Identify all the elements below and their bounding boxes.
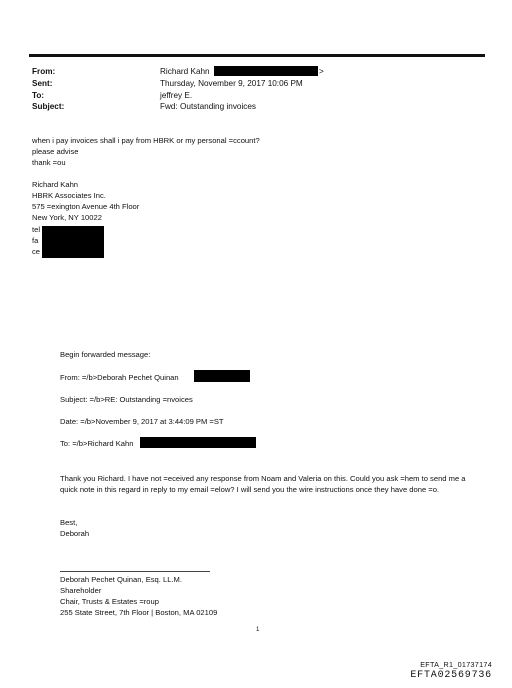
fwd-signature-title: Shareholder [60,586,102,595]
to-label: To: [32,91,45,100]
message-line-2: please advise [32,147,79,156]
forwarded-body: Thank you Richard. I have not =eceived any response from Noam and Valeria on this. Could you ask =hem to send me a quick note in this regard in reply to my email =elow? I will send you the wire instructions once they have done =o. [60,474,466,494]
signature-city: New York, NY 10022 [32,213,102,222]
subject-value: Fwd: Outstanding invoices [160,102,257,111]
fwd-signature-group: Chair, Trusts & Estates =roup [60,597,159,606]
fwd-signature-address: 255 State Street, 7th Floor | Boston, MA 02109 [60,608,218,617]
forwarded-to: To: =/b>Richard Kahn [60,439,134,448]
forwarded-closing-name: Deborah [60,529,90,538]
header-rule [29,54,485,57]
redaction-forwarded-to [140,437,256,448]
signature-company: HBRK Associates Inc. [32,191,106,200]
forwarded-date: Date: =/b>November 9, 2017 at 3:44:09 PM =ST [60,417,224,426]
signature-tel: tel [32,225,41,234]
from-tail: > [319,67,324,76]
signature-fax: fa [32,236,39,245]
subject-label: Subject: [32,102,65,111]
message-line-1: when i pay invoices shall i pay from HBRK or my personal =ccount? [32,136,260,145]
to-value: jeffrey E. [160,91,193,100]
signature-divider [60,571,210,572]
signature-address: 575 =exington Avenue 4th Floor [32,202,140,211]
forwarded-from: From: =/b>Deborah Pechet Quinan [60,373,179,382]
fwd-signature-name: Deborah Pechet Quinan, Esq. LL.M. [60,575,182,584]
signature-cell: ce [32,247,41,256]
redaction-from-email [214,66,318,76]
from-label: From: [32,67,56,76]
from-value: Richard Kahn [160,67,210,76]
forwarded-subject: Subject: =/b>RE: Outstanding =nvoices [60,395,193,404]
page-number: 1 [256,627,260,633]
forwarded-closing: Best, [60,518,78,527]
footer-id-2: EFTA02569736 [410,670,492,681]
footer-id-1: EFTA_R1_01737174 [420,660,492,669]
forwarded-intro: Begin forwarded message: [60,350,151,359]
sent-value: Thursday, November 9, 2017 10:06 PM [160,79,303,88]
redaction-phone-numbers [42,226,104,258]
signature-name: Richard Kahn [32,180,79,189]
sent-label: Sent: [32,79,53,88]
message-line-3: thank =ou [32,158,66,167]
redaction-forwarded-from [194,370,250,382]
